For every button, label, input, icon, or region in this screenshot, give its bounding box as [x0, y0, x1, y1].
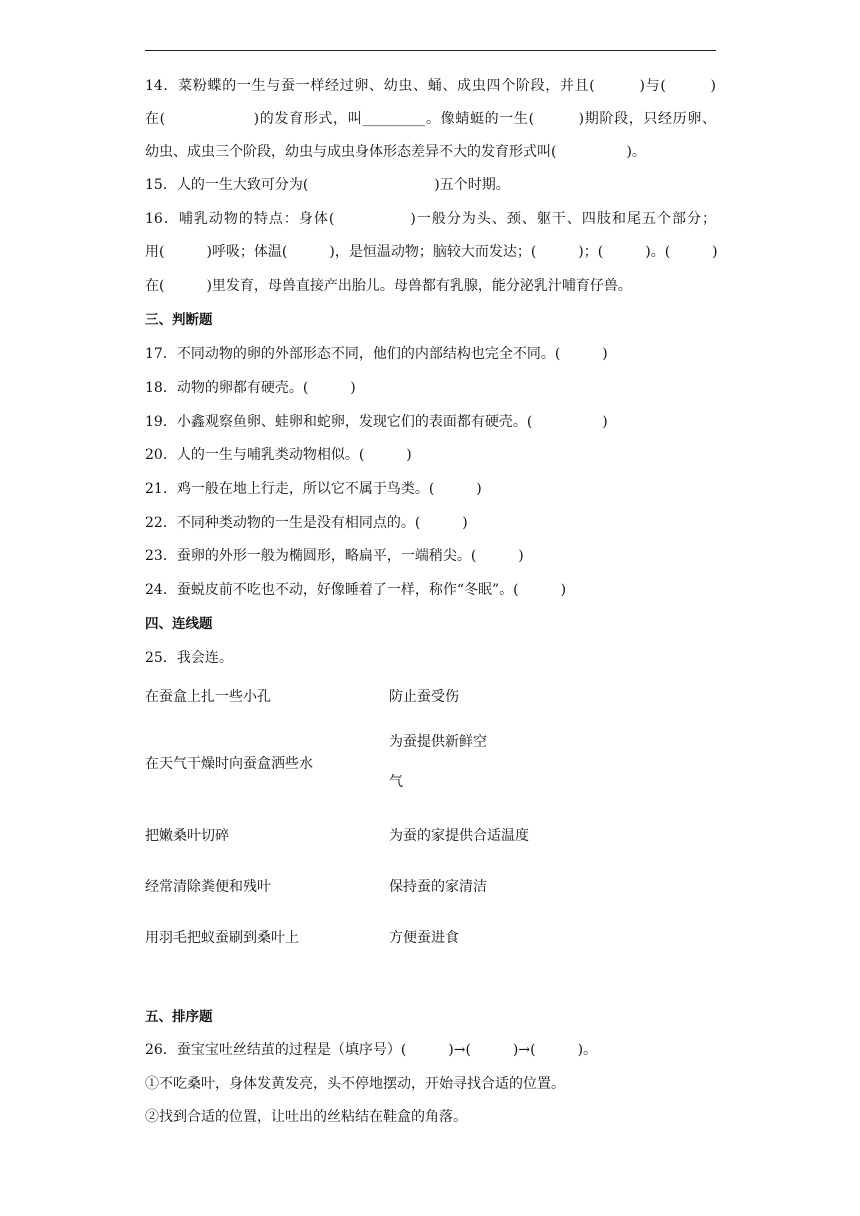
section-heading-ordering: 五、排序题: [145, 1009, 213, 1025]
q14-line-3: 幼虫、成虫三个阶段，幼虫与成虫身体形态差异不大的发育形式叫( )。: [145, 144, 646, 160]
match-right-item: 为蚕的家提供合适温度: [389, 828, 529, 844]
header-rule: [145, 50, 716, 51]
section-heading-matching: 四、连线题: [145, 616, 213, 632]
q16-line-1: 16．哺乳动物的特点：身体( )一般分为头、颈、躯干、四肢和尾五个部分；: [145, 211, 716, 227]
judge-item: 21．鸡一般在地上行走，所以它不属于鸟类。( ): [145, 481, 482, 497]
match-right-item: 气: [389, 774, 403, 790]
match-right-item: 为蚕提供新鲜空: [389, 734, 487, 750]
q14-line-1: 14．菜粉蝶的一生与蚕一样经过卵、幼虫、蛹、成虫四个阶段，并且( )与( ): [145, 78, 716, 94]
step-item: ①不吃桑叶，身体发黄发亮，头不停地摆动，开始寻找合适的位置。: [145, 1076, 565, 1092]
judge-item: 18．动物的卵都有硬壳。( ): [145, 380, 356, 396]
match-right-item: 保持蚕的家清洁: [389, 879, 487, 895]
q14-line-2: 在( )的发育形式，叫_________。像蜻蜓的一生( )期阶段，只经历卵、: [145, 111, 716, 127]
judge-item: 24．蚕蜕皮前不吃也不动，好像睡着了一样，称作“冬眠”。( ): [145, 582, 567, 598]
match-right-item: 防止蚕受伤: [389, 689, 459, 705]
q16-line-2: 用( )呼吸；体温( )，是恒温动物；脑较大而发达；( )；( )。( ): [145, 244, 718, 260]
judge-item: 22．不同种类动物的一生是没有相同点的。( ): [145, 515, 468, 531]
q26-text: 26．蚕宝宝吐丝结茧的过程是（填序号）( )→( )→( )。: [145, 1042, 598, 1058]
match-left-item: 用羽毛把蚁蚕刷到桑叶上: [145, 930, 299, 946]
match-left-item: 经常清除粪便和残叶: [145, 879, 271, 895]
judge-item: 17．不同动物的卵的外部形态不同，他们的内部结构也完全不同。( ): [145, 346, 608, 362]
match-left-item: 把嫩桑叶切碎: [145, 828, 229, 844]
section-heading-judge: 三、判断题: [145, 312, 213, 328]
q16-line-3: 在( )里发育，母兽直接产出胎儿。母兽都有乳腺，能分泌乳汁哺育仔兽。: [145, 278, 632, 294]
q15-text: 15．人的一生大致可分为( )五个时期。: [145, 177, 510, 193]
judge-item: 23．蚕卵的外形一般为椭圆形，略扁平，一端稍尖。( ): [145, 548, 524, 564]
match-left-item: 在天气干燥时向蚕盒洒些水: [145, 756, 313, 772]
match-left-item: 在蚕盒上扎一些小孔: [145, 689, 271, 705]
step-item: ②找到合适的位置，让吐出的丝粘结在鞋盒的角落。: [145, 1109, 467, 1125]
judge-item: 20．人的一生与哺乳类动物相似。( ): [145, 447, 412, 463]
match-right-item: 方便蚕进食: [389, 930, 459, 946]
q25-text: 25．我会连。: [145, 650, 233, 666]
judge-item: 19．小鑫观察鱼卵、蛙卵和蛇卵，发现它们的表面都有硬壳。( ): [145, 414, 608, 430]
